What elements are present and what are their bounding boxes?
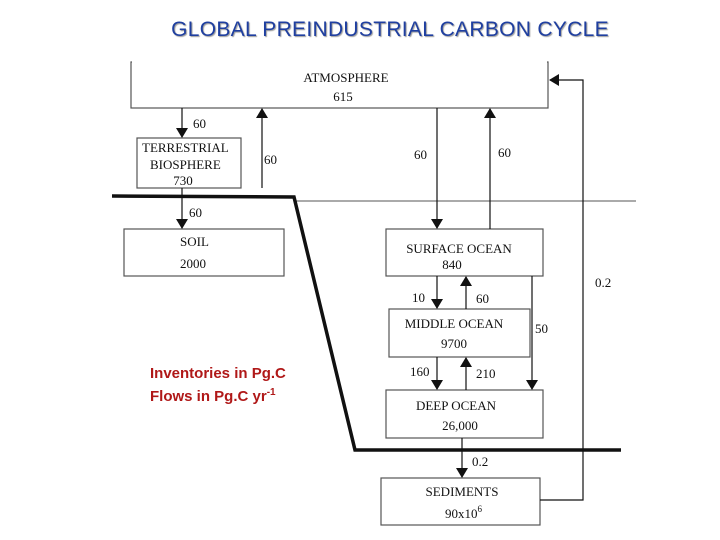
arrow-sediments-to-atm xyxy=(540,80,583,500)
legend-flows-exponent: -1 xyxy=(266,387,276,398)
flow-atm-to-terrestrial: 60 xyxy=(193,116,206,131)
sediments-value-base: 90x10 xyxy=(445,506,478,521)
legend-flows-text: Flows in Pg.C yr xyxy=(150,388,267,405)
surface-ocean-value: 840 xyxy=(442,257,462,272)
middle-ocean-label: MIDDLE OCEAN xyxy=(404,316,504,331)
sediments-value-exponent: 6 xyxy=(477,504,482,514)
flow-ocean-to-atm: 60 xyxy=(498,145,511,160)
surface-ocean-label: SURFACE OCEAN xyxy=(406,241,512,256)
soil-label: SOIL xyxy=(180,234,209,249)
terrestrial-label-line2: BIOSPHERE xyxy=(150,157,221,172)
flow-deep-to-middle: 210 xyxy=(476,366,496,381)
deep-ocean-label: DEEP OCEAN xyxy=(415,398,497,413)
terrestrial-label-line1: TERRESTRIAL xyxy=(142,140,229,155)
soil-value: 2000 xyxy=(180,256,206,271)
legend-flows xyxy=(150,383,286,406)
atmosphere-value: 615 xyxy=(333,89,353,104)
flow-surface-to-middle: 10 xyxy=(412,290,425,305)
flow-middle-to-surface: 60 xyxy=(476,291,489,306)
flow-sediments-to-atm: 0.2 xyxy=(595,275,612,290)
diagram-title: GLOBAL PREINDUSTRIAL CARBON CYCLE xyxy=(171,18,609,41)
middle-ocean-value: 9700 xyxy=(441,336,467,351)
flow-deep-to-sediments: 0.2 xyxy=(472,454,489,469)
sediments-value xyxy=(445,504,483,521)
flow-terrestrial-to-soil: 60 xyxy=(189,205,202,220)
legend-inventories: Inventories in Pg.C xyxy=(150,365,286,382)
deep-ocean-value: 26,000 xyxy=(442,418,478,433)
atmosphere-box-top-mask xyxy=(132,60,547,64)
flow-surface-to-deep: 50 xyxy=(535,321,548,336)
flow-terrestrial-to-atm: 60 xyxy=(264,152,277,167)
terrestrial-value: 730 xyxy=(173,173,193,188)
flow-atm-to-ocean: 60 xyxy=(414,147,427,162)
atmosphere-label: ATMOSPHERE xyxy=(303,70,389,85)
sediments-label: SEDIMENTS xyxy=(425,484,499,499)
flow-middle-to-deep: 160 xyxy=(410,364,430,379)
units-legend xyxy=(150,364,286,406)
